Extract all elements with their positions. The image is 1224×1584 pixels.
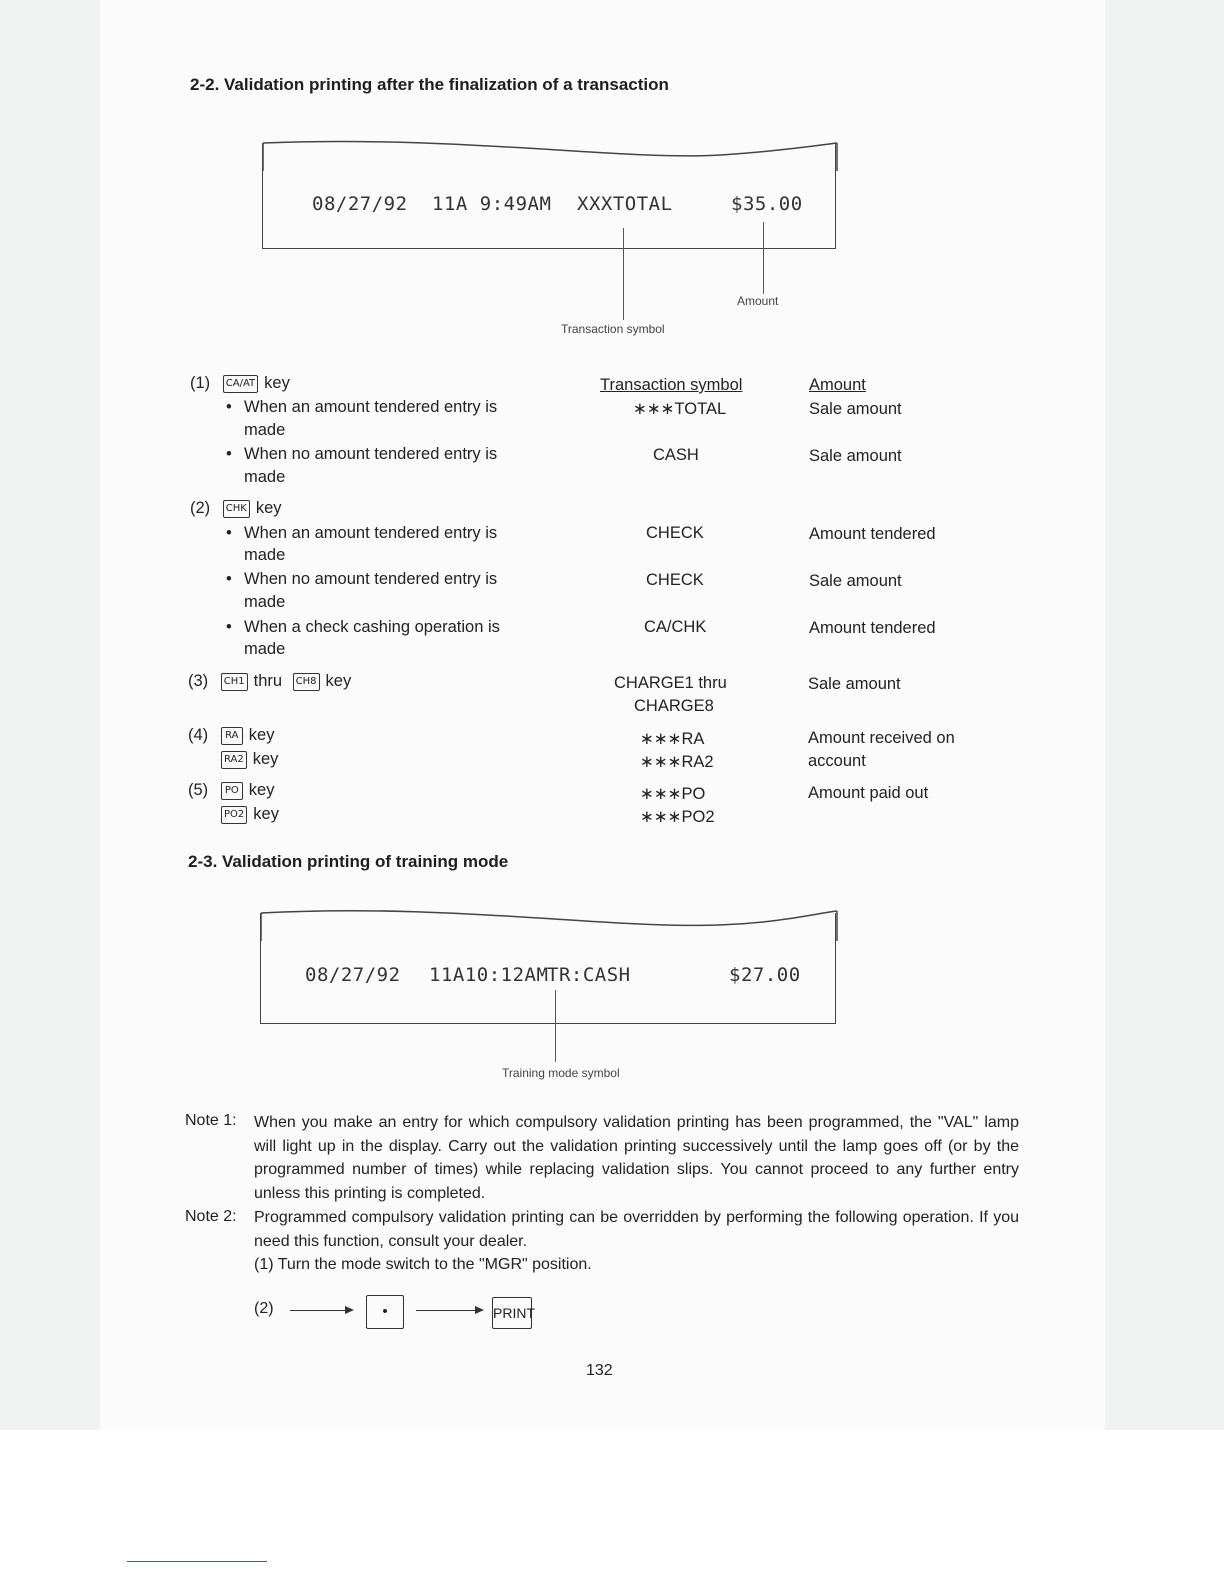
note-2-text: Programmed compulsory validation printing can be overridden by performing the following operation. If you need this function, consult your dealer. (254, 1209, 1019, 1250)
item-4-key-word: key (248, 726, 275, 744)
item-3-amount: Sale amount (808, 675, 901, 693)
item-2-row-2-symbol: CHECK (646, 571, 704, 589)
item-5-symbol2: ∗∗∗PO2 (640, 808, 715, 826)
item-3-num: (3) (188, 672, 209, 690)
col-header-amount: Amount (809, 376, 866, 394)
item-2-key-word: key (255, 499, 282, 517)
item-4-key-word-2: key (252, 750, 279, 768)
item-5-amount: Amount paid out (808, 784, 929, 802)
slip2-symbol: TR:CASH (547, 964, 631, 986)
item-1-row-1-amount: Sale amount (809, 400, 902, 418)
note-1-label: Note 1: (185, 1112, 237, 1129)
item-5-header (188, 781, 274, 800)
arrow-right-icon (290, 1310, 352, 1311)
item-2-row-3-symbol: CA/CHK (644, 618, 707, 636)
slip2-time: 11A10:12AM (429, 964, 549, 986)
po2-key-icon: PO2 (221, 806, 247, 824)
print-key-icon: PRINT (492, 1297, 532, 1329)
item-1-row-1-desc2: made (244, 421, 286, 439)
item-4-symbol: ∗∗∗RA (640, 730, 705, 748)
col-header-symbol: Transaction symbol (600, 376, 743, 394)
item-3-symbol: CHARGE1 thru (614, 674, 727, 692)
item-1-row-2-symbol: CASH (653, 446, 699, 464)
slip-torn-edge-2 (259, 901, 839, 941)
item-5-key-word-2: key (253, 805, 279, 823)
ch1-key-icon: CH1 (221, 673, 248, 691)
slip1-symbol: XXXTOTAL (577, 193, 673, 215)
item-3-symbol2: CHARGE8 (634, 697, 714, 715)
item-2-header (190, 499, 282, 518)
item-4-second-key (221, 750, 278, 769)
note-2-step-1: (1) Turn the mode switch to the "MGR" position. (254, 1256, 592, 1273)
section-2-3-heading: 2-3. Validation printing of training mode (188, 852, 509, 871)
decimal-point-key-icon: • (366, 1295, 404, 1329)
symbol-callout-line (623, 228, 624, 320)
slip1-amount: $35.00 (731, 193, 803, 215)
symbol-callout-label: Transaction symbol (561, 322, 665, 336)
item-5-second-key (221, 805, 279, 824)
item-4-amount2: account (808, 752, 866, 770)
item-1-num: (1) (190, 374, 211, 392)
arrow-right-icon-2 (416, 1310, 482, 1311)
item-3-header (188, 672, 351, 691)
item-2-row-2-amount: Sale amount (809, 572, 902, 590)
item-2-row-1-amount: Amount tendered (809, 525, 936, 543)
section-2-2-heading: 2-2. Validation printing after the finalization of a transaction (190, 75, 669, 94)
training-callout-line (555, 990, 556, 1062)
item-1-row-2-desc: • When no amount tendered entry is (244, 445, 497, 464)
item-4-amount: Amount received on (808, 729, 955, 747)
item-4-symbol2: ∗∗∗RA2 (640, 753, 714, 771)
amount-callout-line (763, 222, 764, 294)
slip1-time: 11A 9:49AM (432, 193, 552, 215)
amount-callout-label: Amount (737, 294, 779, 308)
ch8-key-icon: CH8 (293, 673, 320, 691)
item-5-key-word: key (248, 781, 275, 799)
item-2-row-1-desc2: made (244, 546, 286, 564)
slip2-amount: $27.00 (729, 964, 801, 986)
ra-key-icon: RA (221, 727, 243, 745)
item-2-row-3-desc2: made (244, 640, 286, 658)
bottom-rule (127, 1561, 267, 1562)
chk-key-icon: CHK (223, 500, 250, 518)
item-2-row-3-amount: Amount tendered (809, 619, 936, 637)
ra2-key-icon: RA2 (221, 751, 247, 769)
item-2-row-2-desc2: made (244, 593, 286, 611)
item-4-num: (4) (188, 726, 209, 744)
item-1-row-2-amount: Sale amount (809, 447, 902, 465)
note-1-text: When you make an entry for which compulsory validation printing has been programmed, the "VAL" lamp will light up in the display. Carry out the validation printing successively until the lamp goes off (or by the programmed number of times) while replacing validation slips. You cannot proceed to any further entry unless this printing is completed. (254, 1114, 1019, 1202)
item-2-row-1-symbol: CHECK (646, 524, 704, 542)
ca-at-key-icon: CA/AT (223, 375, 258, 393)
item-5-num: (5) (188, 781, 209, 799)
note-2-label: Note 2: (185, 1208, 237, 1225)
slip2-date: 08/27/92 (305, 964, 401, 986)
training-callout-label: Training mode symbol (502, 1066, 620, 1080)
item-2-row-3-desc: • When a check cashing operation is (244, 618, 500, 637)
slip1-date: 08/27/92 (312, 193, 408, 215)
note-2-step-2-num: (2) (254, 1300, 274, 1317)
page-number: 132 (586, 1362, 613, 1379)
item-3-key-word: key (325, 672, 352, 690)
item-1-key-word: key (264, 374, 290, 392)
item-2-row-1-desc: • When an amount tendered entry is (244, 524, 497, 543)
item-1-row-2-desc2: made (244, 468, 286, 486)
item-1-header (190, 374, 290, 393)
item-3-thru: thru (253, 672, 283, 690)
left-margin (0, 0, 100, 1430)
item-2-num: (2) (190, 499, 211, 517)
item-1-row-1-symbol: ∗∗∗TOTAL (633, 400, 727, 418)
item-2-row-2-desc: • When no amount tendered entry is (244, 570, 497, 589)
po-key-icon: PO (221, 782, 243, 800)
slip-torn-edge (261, 131, 841, 171)
right-margin (1105, 0, 1224, 1430)
item-5-symbol: ∗∗∗PO (640, 785, 706, 803)
item-1-row-1-desc: • When an amount tendered entry is (244, 398, 497, 417)
item-4-header (188, 726, 274, 745)
